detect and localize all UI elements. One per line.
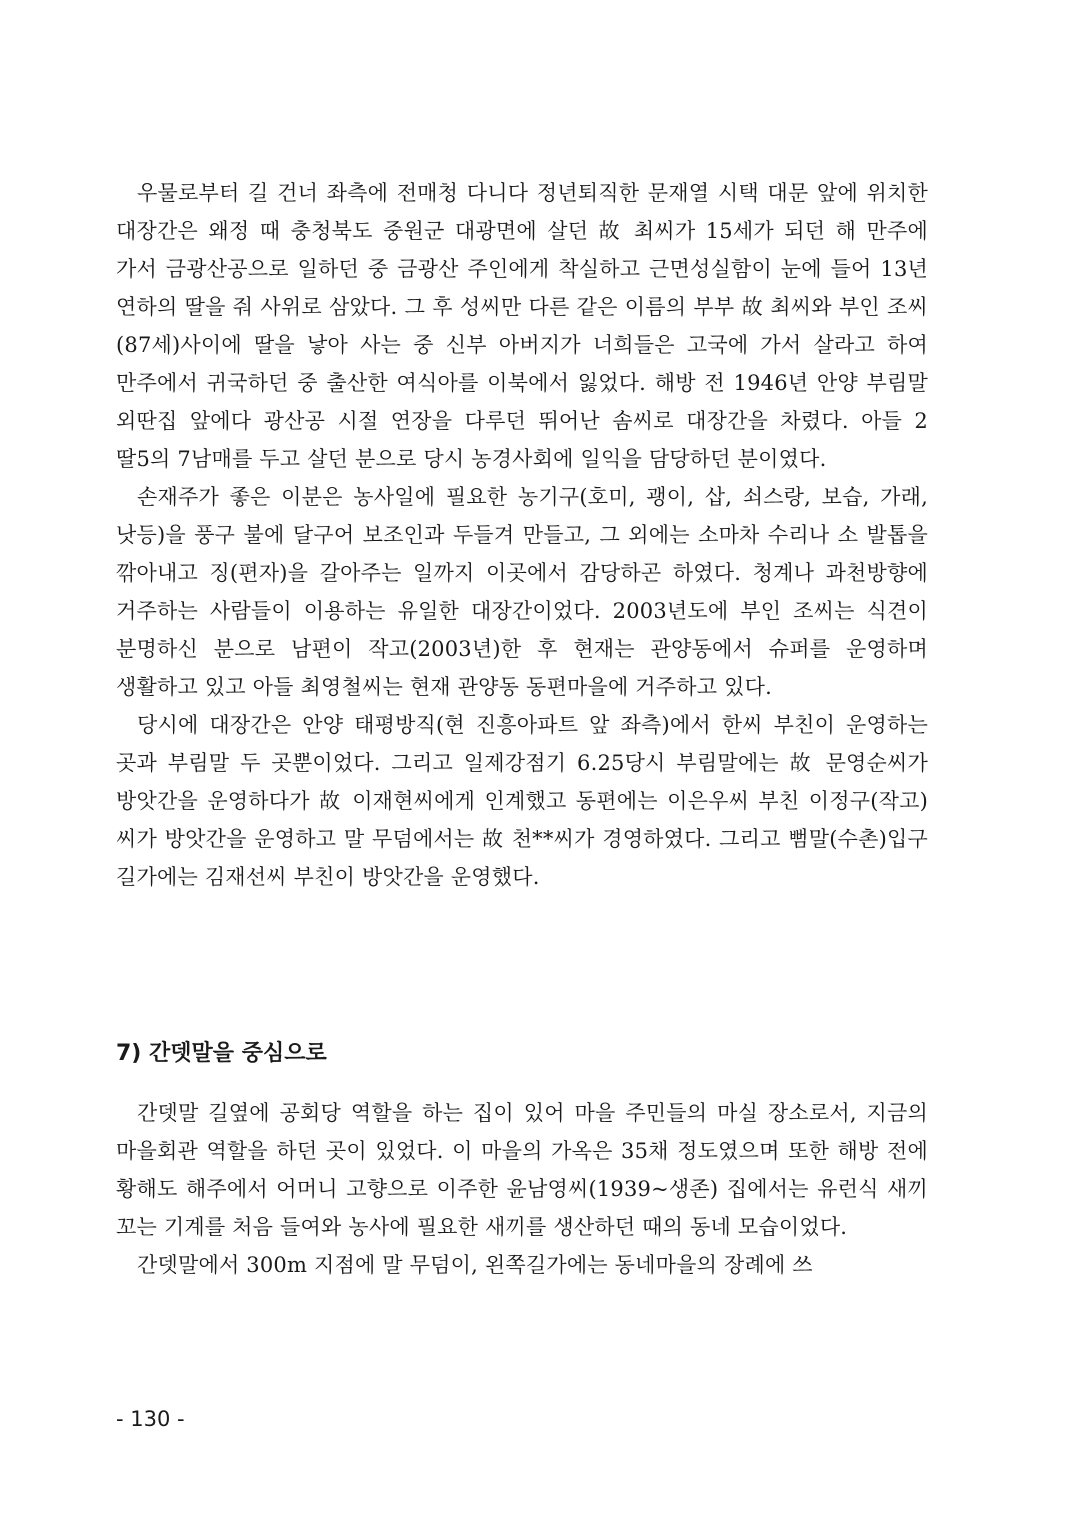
paragraph-village-hall: 간뎃말 길옆에 공회당 역할을 하는 집이 있어 마을 주민들의 마실 장소로서, 지금의 마을회관 역할을 하던 곳이 있었다. 이 마을의 가옥은 35채 정도였으며 또한 해방 전에 황해도 해주에서 어머니 고향으로 이주한 윤남영씨(1939~생존) 집에서는 유런식 새끼 꼬는 기계를 처음 들여와 농사에 필요한 새끼를 생산하던 때의 동네 모습이었다. xyxy=(116,1101,928,1239)
paragraph-blacksmith-work: 손재주가 좋은 이분은 농사일에 필요한 농기구(호미, 괭이, 삽, 쇠스랑, 보습, 가래, 낫등)을 풍구 불에 달구어 보조인과 두들겨 만들고, 그 외에는 소마차 수리나 소 발톱을 깎아내고 징(편자)을 갈아주는 일까지 이곳에서 감당하곤 하였다. 청계나 과천방향에 거주하는 사람들이 이용하는 유일한 대장간이었다. 2003년도에 부인 조씨는 식견이 분명하신 분으로 남편이 작고(2003년)한 후 현재는 관양동에서 슈퍼를 운영하며 생활하고 있고 아들 최영철씨는 현재 관양동 동편마을에 거주하고 있다. xyxy=(116,485,928,699)
paragraph-blacksmith-history: 우물로부터 길 건너 좌측에 전매청 다니다 정년퇴직한 문재열 시택 대문 앞에 위치한 대장간은 왜정 때 충청북도 중원군 대광면에 살던 故 최씨가 15세가 되던 해 만주에 가서 금광산공으로 일하던 중 금광산 주인에게 착실하고 근면성실함이 눈에 들어 13년 연하의 딸을 줘 사위로 삼았다. 그 후 성씨만 다른 같은 이름의 부부 故 최씨와 부인 조씨 (87세)사이에 딸을 낳아 사는 중 신부 아버지가 너희들은 고국에 가서 살라고 하여 만주에서 귀국하던 중 출산한 여식아를 이북에서 잃었다. 해방 전 1946년 안양 부림말 외딴집 앞에다 광산공 시절 연장을 다루던 뛰어난 솜씨로 대장간을 차렸다. 아들 2 딸5의 7남매를 두고 살던 분으로 당시 농경사회에 일익을 담당하던 분이였다. xyxy=(116,181,928,471)
page-number: - 130 - xyxy=(116,1407,185,1431)
paragraph-horse-tomb: 간뎃말에서 300m 지점에 말 무덤이, 왼쪽길가에는 동네마을의 장례에 쓰 xyxy=(137,1253,813,1277)
body-text-bottom xyxy=(116,1094,928,1284)
section-heading: 7) 간뎃말을 중심으로 xyxy=(116,1041,327,1066)
body-text-top xyxy=(116,174,928,896)
paragraph-mills: 당시에 대장간은 안양 태평방직(현 진흥아파트 앞 좌측)에서 한씨 부친이 운영하는 곳과 부림말 두 곳뿐이었다. 그리고 일제강점기 6.25당시 부림말에는 故 문영순씨가 방앗간을 운영하다가 故 이재현씨에게 인계했고 동편에는 이은우씨 부친 이정구(작고)씨가 방앗간을 운영하고 말 무덤에서는 故 천**씨가 경영하였다. 그리고 뻠말(수촌)입구 길가에는 김재선씨 부친이 방앗간을 운영했다. xyxy=(116,713,928,889)
